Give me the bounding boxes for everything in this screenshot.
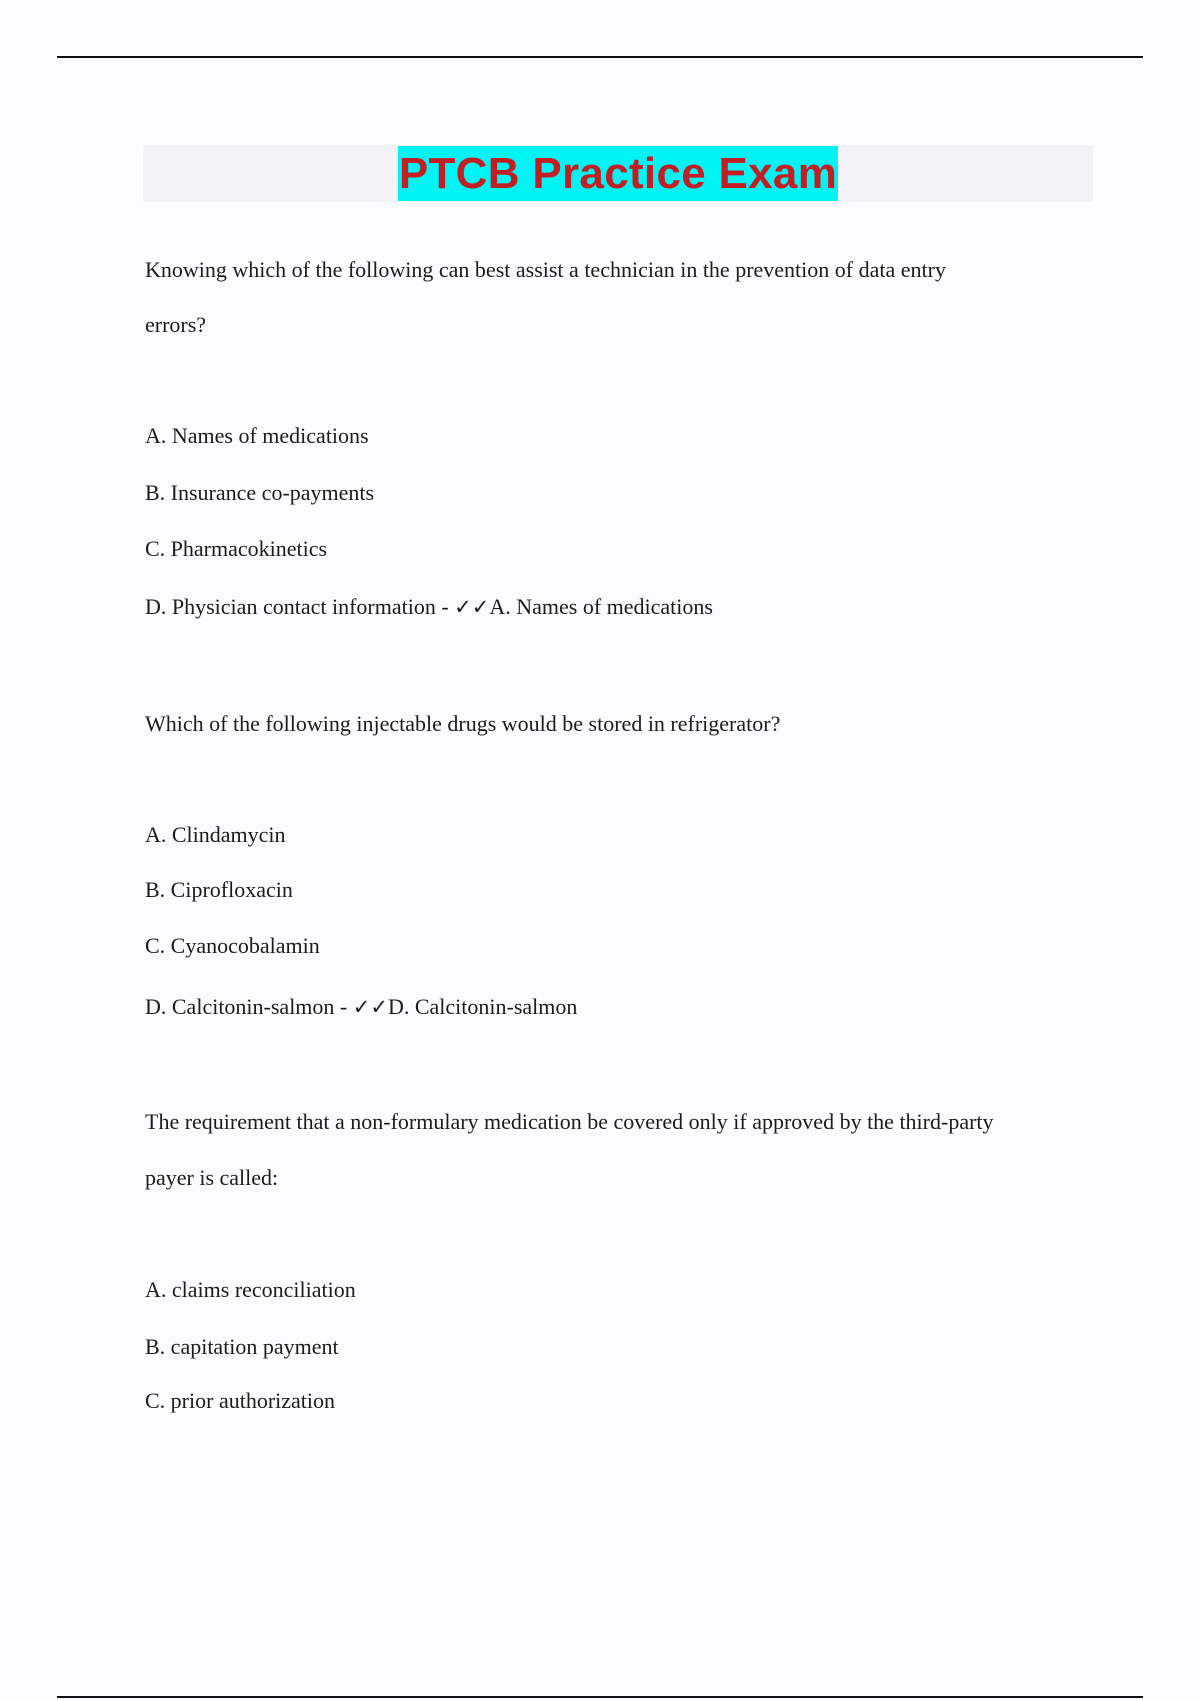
question-3-option-a: A. claims reconciliation xyxy=(145,1277,356,1302)
question-2-option-d: D. Calcitonin-salmon - xyxy=(145,994,353,1019)
question-2-stem-line-1: Which of the following injectable drugs would be stored in refrigerator? xyxy=(145,711,781,736)
question-2-answer: D. Calcitonin-salmon xyxy=(387,994,578,1019)
question-2-option-a: A. Clindamycin xyxy=(145,822,286,847)
question-1-option-d-with-answer xyxy=(145,594,713,620)
bottom-rule xyxy=(57,1696,1143,1698)
question-2-option-b: B. Ciprofloxacin xyxy=(145,877,293,902)
question-1-stem-line-1: Knowing which of the following can best assist a technician in the prevention of data entry xyxy=(145,257,946,282)
question-1-option-c: C. Pharmacokinetics xyxy=(145,536,328,561)
question-1-stem-line-2: errors? xyxy=(145,312,207,337)
checkmark-icon: ✓✓ xyxy=(352,995,388,1019)
question-1-option-a: A. Names of medications xyxy=(145,423,369,448)
question-2-option-d-with-answer xyxy=(145,994,577,1020)
question-3-option-c: C. prior authorization xyxy=(145,1388,336,1413)
question-3-stem-line-1: The requirement that a non-formulary medication be covered only if approved by the third-party xyxy=(145,1109,994,1134)
question-3-option-b: B. capitation payment xyxy=(145,1334,339,1359)
question-1-answer: A. Names of medications xyxy=(489,594,713,619)
question-2-option-c: C. Cyanocobalamin xyxy=(145,933,320,958)
title-banner xyxy=(143,145,1093,202)
checkmark-icon: ✓✓ xyxy=(454,595,490,619)
page-title: PTCB Practice Exam xyxy=(398,146,838,201)
question-1-option-d: D. Physician contact information - xyxy=(145,594,455,619)
question-1-option-b: B. Insurance co-payments xyxy=(145,480,375,505)
top-rule xyxy=(57,56,1143,58)
question-3-stem-line-2: payer is called: xyxy=(145,1165,279,1190)
